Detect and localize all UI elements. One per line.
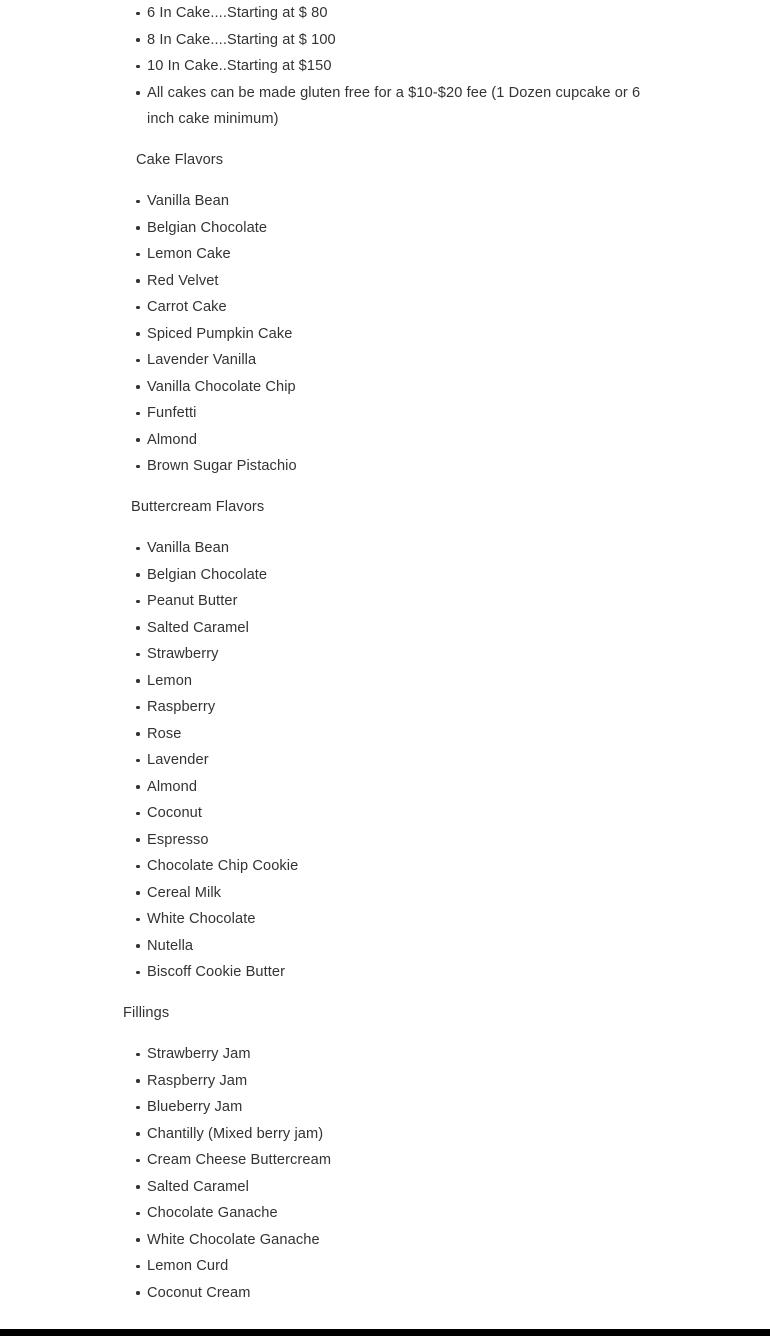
cake-flavor-item: Spiced Pumpkin Cake (123, 321, 653, 348)
cake-flavor-item: Almond (123, 427, 653, 454)
filling-item: White Chocolate Ganache (123, 1227, 653, 1254)
filling-item: Raspberry Jam (123, 1068, 653, 1095)
buttercream-flavor-item: Lavender (123, 747, 653, 774)
section-heading-cake-flavors: Cake Flavors (136, 151, 224, 168)
cake-pricing-item: 10 In Cake..Starting at $150 (123, 53, 653, 80)
spacer-cakeflavors-heading (123, 173, 653, 188)
spacer-pricing-to-cakeflavors (123, 133, 653, 147)
buttercream-flavors-list (123, 535, 653, 986)
buttercream-flavor-item: White Chocolate (123, 906, 653, 933)
cake-flavor-item: Belgian Chocolate (123, 215, 653, 242)
buttercream-flavor-item: Nutella (123, 933, 653, 960)
buttercream-flavor-item: Cereal Milk (123, 880, 653, 907)
cake-flavor-item: Lavender Vanilla (123, 347, 653, 374)
cake-flavors-list (123, 188, 653, 480)
buttercream-flavor-item: Salted Caramel (123, 615, 653, 642)
cake-pricing-item: 8 In Cake....Starting at $ 100 (123, 27, 653, 54)
filling-item: Chocolate Ganache (123, 1200, 653, 1227)
buttercream-flavor-item: Rose (123, 721, 653, 748)
filling-item: Strawberry Jam (123, 1041, 653, 1068)
buttercream-flavor-item: Belgian Chocolate (123, 562, 653, 589)
buttercream-flavor-item: Coconut (123, 800, 653, 827)
buttercream-flavor-item: Biscoff Cookie Butter (123, 959, 653, 986)
cake-pricing-item: 6 In Cake....Starting at $ 80 (123, 0, 653, 27)
spacer-fillings-heading (123, 1026, 653, 1041)
spacer-cakeflavors-to-buttercream (123, 480, 653, 494)
menu-content (123, 0, 653, 1306)
buttercream-flavor-item: Raspberry (123, 694, 653, 721)
filling-item: Coconut Cream (123, 1280, 653, 1307)
section-heading-fillings: Fillings (123, 1004, 170, 1021)
filling-item: Lemon Curd (123, 1253, 653, 1280)
cake-flavor-item: Vanilla Bean (123, 188, 653, 215)
cake-flavor-item: Funfetti (123, 400, 653, 427)
spacer-buttercream-to-fillings (123, 986, 653, 1000)
filling-item: Salted Caramel (123, 1174, 653, 1201)
buttercream-flavor-item: Strawberry (123, 641, 653, 668)
fillings-list (123, 1041, 653, 1306)
buttercream-flavor-item: Peanut Butter (123, 588, 653, 615)
filling-item: Cream Cheese Buttercream (123, 1147, 653, 1174)
cake-flavor-item: Red Velvet (123, 268, 653, 295)
buttercream-flavor-item: Vanilla Bean (123, 535, 653, 562)
buttercream-flavor-item: Lemon (123, 668, 653, 695)
cake-pricing-item: All cakes can be made gluten free for a $10-$20 fee (1 Dozen cupcake or 6 inch cake minimum) (123, 80, 653, 133)
cake-flavor-item: Vanilla Chocolate Chip (123, 374, 653, 401)
buttercream-flavor-item: Espresso (123, 827, 653, 854)
buttercream-flavor-item: Almond (123, 774, 653, 801)
cake-flavor-item: Brown Sugar Pistachio (123, 453, 653, 480)
cake-pricing-list (123, 0, 653, 133)
cake-flavor-item: Carrot Cake (123, 294, 653, 321)
section-heading-buttercream-flavors: Buttercream Flavors (131, 498, 265, 515)
spacer-buttercream-heading (123, 520, 653, 535)
filling-item: Chantilly (Mixed berry jam) (123, 1121, 653, 1148)
filling-item: Blueberry Jam (123, 1094, 653, 1121)
buttercream-flavor-item: Chocolate Chip Cookie (123, 853, 653, 880)
bottom-bar (0, 1329, 770, 1336)
cake-flavor-item: Lemon Cake (123, 241, 653, 268)
